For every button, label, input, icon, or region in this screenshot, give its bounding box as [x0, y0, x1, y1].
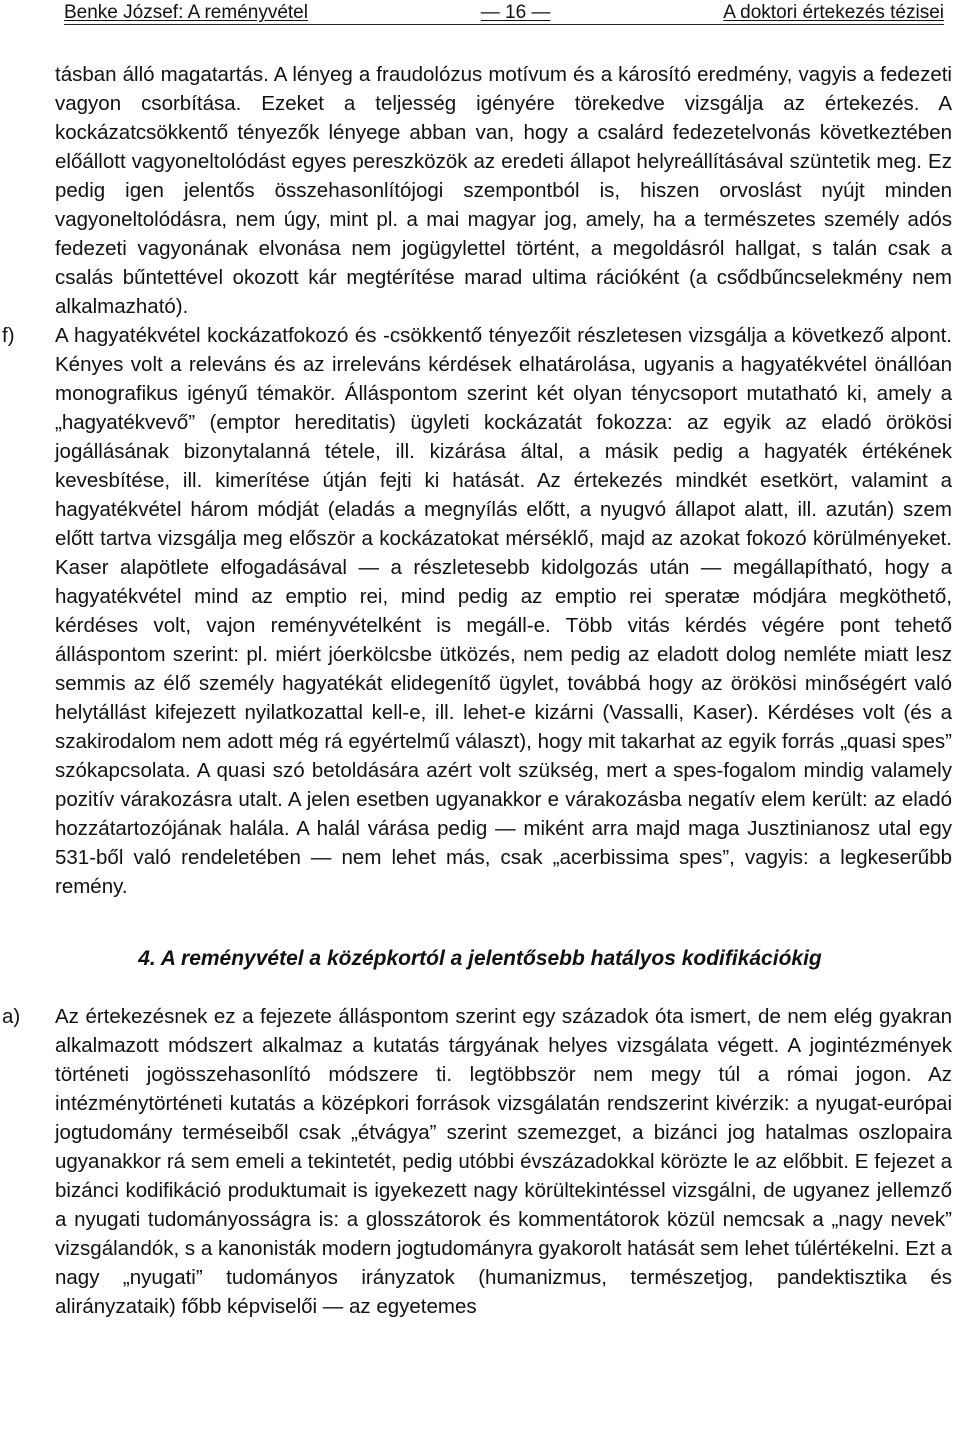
paragraph-a-text: Az értekezésnek ez a fejezete álláspontom szerint egy századok óta ismert, de nem elég gyakran alkalmazott módszert alkalmaz a kutatás tárgyának helyes vizsgálata végett. A jogintézmények történeti jogösszehasonlító módszere ti. legtöbbször nem megy túl a római jogon. Az intézménytörténeti kutatás a középkori források vizsgálatán rendszerint kivérzik: a nyugat-európai jogtudomány terméseiből csak „étvágya” szerint szemezget, a bizánci jog hatalmas oszlopaira ugyanakkor rá sem emeli a tekintetét, pedig utóbbi évszázadokkal körözte le az előbbit. E fejezet a bizánci kodifikáció produktumait is igyekezett nagy körültekintéssel vizsgálni, de ugyanez jellemző a nyugati tudományosságra is: a glosszátorok és kommentátorok közül nemcsak a „nagy nevek” vizsgálandók, s a kanonisták modern jogtudományra gyakorolt hatását sem lehet túlértékelni. Ezt a nagy „nyugati” tudományos irányzatok (humanizmus, természetjog, pandektisztika és alirányzataik) főbb képviselői — az egyetemes — [55, 1005, 952, 1318]
paragraph-f-text: A hagyatékvétel kockázatfokozó és -csökkentő tényezőit részletesen vizsgálja a következő alpont. Kényes volt a releváns és az irreleváns kérdések elhatárolása, ugyanis a hagyatékvétel önállóan monografikus igényű témakör. Álláspontom szerint két olyan ténycsoport mutatható ki, amely a „hagyatékvevő” (emptor hereditatis) ügyleti kockázatát fokozza: az egyik az eladó örökösi jogállásának bizonytalanná tétele, ill. kizárása által, a másik pedig a hagyaték értékének kevesbítése, ill. kimerítése útján fejti ki hatását. Az értekezés mindkét esetkört, valamint a hagyatékvétel három módját (eladás a megnyílás előtt, a nyugvó állapot alatt, ill. azután) szem előtt tartva vizsgálja meg először a kockázatokat mérséklő, majd az azokat fokozó körülményeket. Kaser alapötlete elfogadásával — a részletesebb kidolgozás után — megállapítható, hogy a hagyatékvétel mind az emptio rei, mind pedig az emptio rei speratæ módjára megköthető, kérdéses volt, vajon reményvételként is megáll-e. Több vitás kérdés végére pont tehető álláspontom szerint: pl. miért jóerkölcsbe ütközés, nem pedig az eladott dolog nemléte miatt lesz semmis az élő személy hagyatékát elidegenítő ügylet, továbbá hogy az örökösi minőségért való helytállást kifejezett nyilatkozattal kell-e, ill. lehet-e kizárni (Vassalli, Kaser). Kérdéses volt (és a szakirodalom nem adott még rá egyértelmű választ), hogy mit takarhat az egyik forrás „quasi spes” szókapcsolata. A quasi szó betoldására azért volt szükség, mert a spes-fogalom mindig valamely pozitív várakozásra utalt. A jelen esetben ugyanakkor e várakozásba negatív elem került: az eladó hozzátartozójának halála. A halál várása pedig — miként arra majd maga Jusztinianosz utal egy 531-ből való rendeletében — nem lehet más, csak „acerbissima spes”, vagyis: a legkeserűbb remény. — [55, 324, 952, 898]
list-marker-f: f) — [2, 324, 15, 347]
list-marker-a: a) — [2, 1005, 21, 1028]
paragraph-continuation: tásban álló magatartás. A lényeg a fraudolózus motívum és a károsító eredmény, vagyis a fedezeti vagyon csorbítása. Ezeket a teljesség igényére törekedve vizsgálja az értekezés. A kockázatcsökkentő tényezők lényege abban van, hogy a csalárd fedezetelvonás következtében előállott vagyoneltolódást egyes pereszközök az eredeti állapot helyreállításával szüntetik meg. Ez pedig igen jelentős összehasonlítójogi szempontból is, hiszen orvoslást nyújt minden vagyoneltolódásra, nem úgy, mint pl. a mai magyar jog, amely, ha a természetes személy adós fedezeti vagyonának elvonása nem jogügylettel történt, a megoldásról hallgat, s talán csak a csalás bűntettével okozott kár megtérítése marad ultima rációként (a csődbűncselekmény nem alkalmazható). — [55, 63, 952, 318]
header-author-title: Benke József: A reményvétel — [64, 2, 308, 23]
paragraph-item-f — [0, 321, 960, 901]
spacer — [0, 973, 960, 1002]
running-header — [64, 2, 944, 25]
header-page-number: — 16 — — [480, 2, 551, 23]
paragraph-item-a — [0, 1002, 960, 1321]
header-document-title: A doktori értekezés tézisei — [723, 2, 944, 23]
page-body — [0, 60, 960, 1321]
spacer — [0, 901, 960, 944]
section-heading: 4. A reményvétel a középkortól a jelentősebb hatályos kodifikációkig — [138, 947, 822, 970]
